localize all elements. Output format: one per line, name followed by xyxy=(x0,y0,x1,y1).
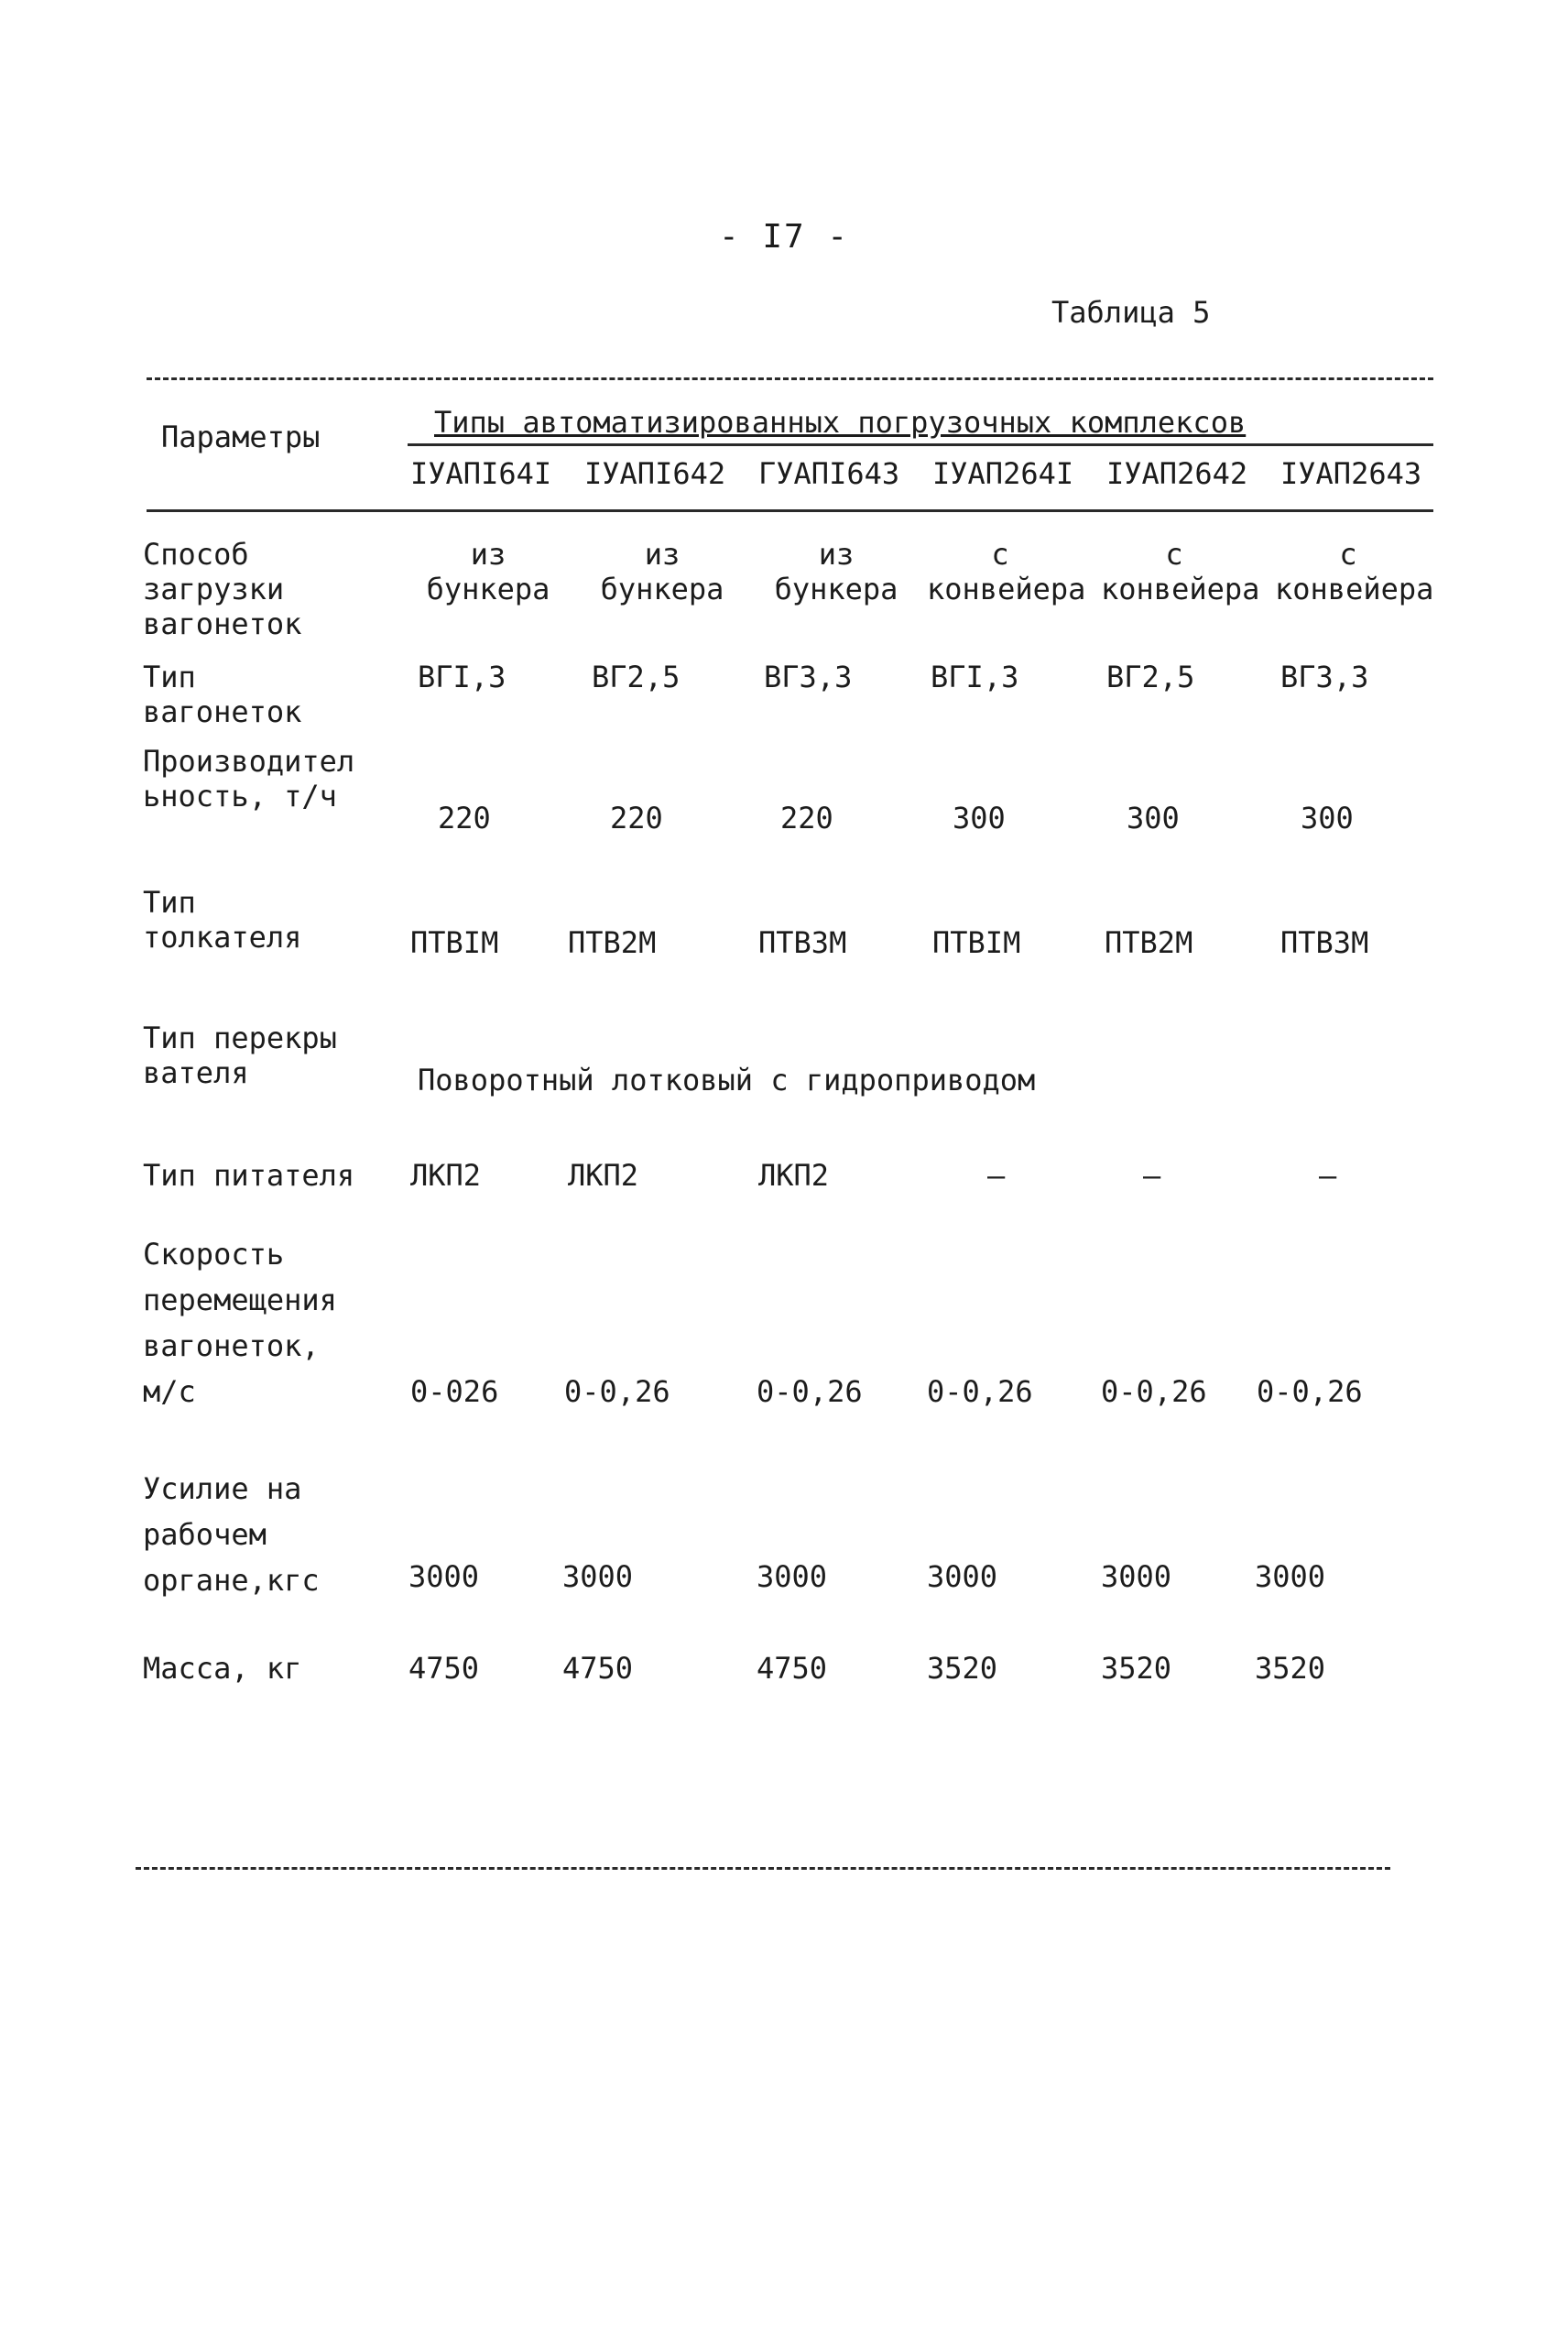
group-header: Типы автоматизированных погрузочных комплексов xyxy=(434,405,1247,440)
model-header: IУАП2643 xyxy=(1280,456,1422,491)
model-header: IУАП2642 xyxy=(1106,456,1248,491)
table-cell: ВГ2,5 xyxy=(592,660,681,694)
header-bottom-rule xyxy=(147,509,1433,512)
page-number: - I7 - xyxy=(718,218,850,256)
table-cell: ВГ3,3 xyxy=(764,660,853,694)
model-header: ГУАПI643 xyxy=(758,456,900,491)
model-header: IУАПI64I xyxy=(410,456,552,491)
group-header-rule xyxy=(408,443,1433,446)
table-cell: 0-026 xyxy=(410,1374,499,1409)
table-cell: ПТВ2М xyxy=(568,925,657,960)
table-cell: 220 xyxy=(610,801,663,835)
row-label-load-method: Способ загрузки вагонеток xyxy=(143,537,302,641)
table-cell: ЛКП2 xyxy=(568,1158,639,1193)
table-cell: 3000 xyxy=(408,1559,480,1594)
table-cell: – xyxy=(1143,1158,1161,1193)
row-label-wagon-type: Тип вагонеток xyxy=(143,660,302,729)
table-cell: с конвейера xyxy=(1275,537,1434,606)
table-cell: – xyxy=(1319,1158,1337,1193)
table-cell: 3520 xyxy=(1101,1651,1172,1686)
table-cell: 3000 xyxy=(757,1559,828,1594)
table-cell: 0-0,26 xyxy=(927,1374,1033,1409)
table-cell: 0-0,26 xyxy=(757,1374,863,1409)
row-label-mass: Масса, кг xyxy=(143,1651,302,1686)
table-cell: 3000 xyxy=(927,1559,998,1594)
table-cell: – xyxy=(987,1158,1006,1193)
table-cell: 3000 xyxy=(1255,1559,1326,1594)
table-cell: 3520 xyxy=(1255,1651,1326,1686)
model-header: IУАПI642 xyxy=(584,456,726,491)
table-cell: ПТВ3М xyxy=(758,925,847,960)
table-cell: ЛКП2 xyxy=(758,1158,830,1193)
table-cell: ЛКП2 xyxy=(410,1158,482,1193)
table-cell: из бункера xyxy=(426,537,550,606)
table-bottom-rule xyxy=(136,1867,1390,1870)
row-label-force: Усилие на рабочем органе,кгс xyxy=(143,1471,320,1598)
table-cell: ВГ2,5 xyxy=(1106,660,1195,694)
table-cell: 220 xyxy=(438,801,491,835)
row-label-speed: Скорость перемещения вагонеток, м/с xyxy=(143,1237,337,1409)
row-label-tipper-type: Тип перекрывателя xyxy=(143,1021,337,1090)
table-cell: с конвейера xyxy=(927,537,1086,606)
table-cell: ПТВIМ xyxy=(410,925,499,960)
table-cell: 220 xyxy=(780,801,833,835)
table-cell: ВГI,3 xyxy=(931,660,1019,694)
model-header: IУАП264I xyxy=(932,456,1074,491)
table-top-rule xyxy=(147,377,1433,380)
table-cell: 4750 xyxy=(408,1651,480,1686)
row-label-capacity: Производительность, т/ч xyxy=(143,744,355,814)
table-cell: ВГI,3 xyxy=(418,660,506,694)
table-cell: ПТВ2М xyxy=(1105,925,1193,960)
table-cell: 4750 xyxy=(562,1651,634,1686)
table-cell: 3520 xyxy=(927,1651,998,1686)
table-cell: 0-0,26 xyxy=(564,1374,670,1409)
table-cell: ПТВIМ xyxy=(932,925,1021,960)
row-label-pusher-type: Тип толкателя xyxy=(143,885,302,955)
table-cell: с конвейера xyxy=(1101,537,1260,606)
table-cell: 4750 xyxy=(757,1651,828,1686)
table-cell: 3000 xyxy=(562,1559,634,1594)
row-label-feeder-type: Тип питателя xyxy=(143,1158,355,1193)
params-header: Параметры xyxy=(161,420,321,454)
table-caption: Таблица 5 xyxy=(1051,295,1211,330)
table-cell: ПТВ3М xyxy=(1280,925,1369,960)
table-cell: 3000 xyxy=(1101,1559,1172,1594)
tipper-type-value: Поворотный лотковый с гидроприводом xyxy=(418,1063,1036,1097)
table-cell: из бункера xyxy=(774,537,898,606)
table-cell: 300 xyxy=(953,801,1006,835)
table-cell: 0-0,26 xyxy=(1257,1374,1363,1409)
table-cell: ВГ3,3 xyxy=(1280,660,1369,694)
table-cell: 300 xyxy=(1301,801,1354,835)
table-cell: 0-0,26 xyxy=(1101,1374,1207,1409)
table-cell: 300 xyxy=(1127,801,1180,835)
table-cell: из бункера xyxy=(600,537,724,606)
